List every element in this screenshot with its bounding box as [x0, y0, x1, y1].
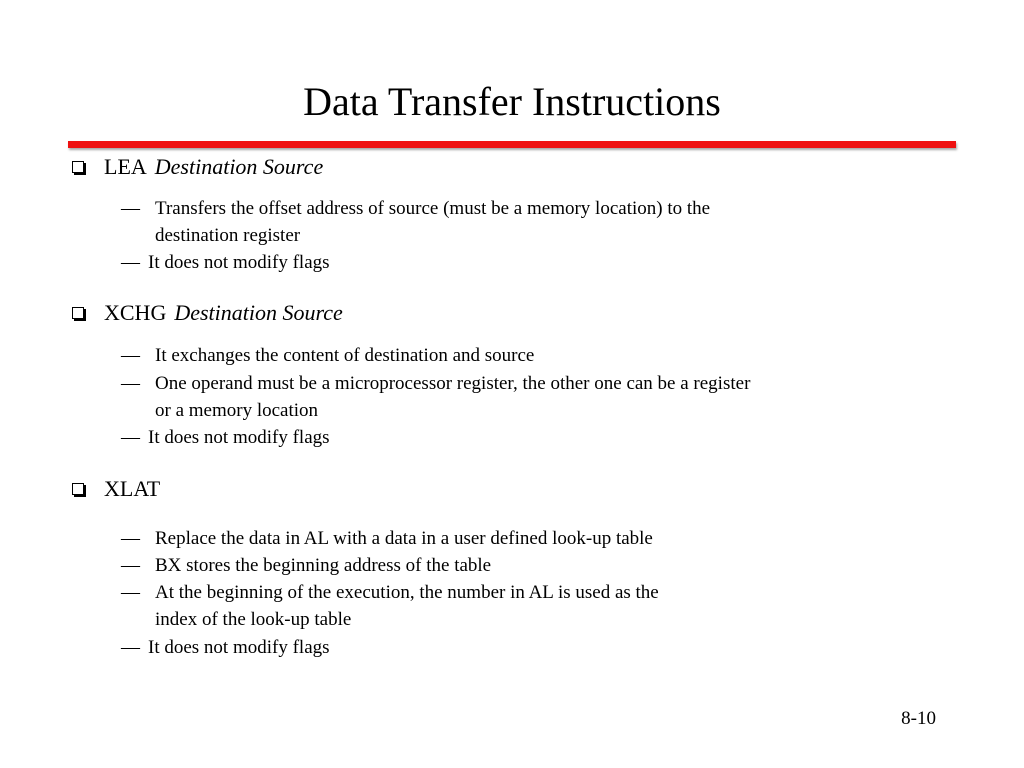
checkbox-bullet-icon [72, 307, 84, 319]
xchg-point-3: — It does not modify flags [121, 427, 330, 448]
xlat-point-3: — At the beginning of the execution, the number in AL is used as the [121, 582, 659, 603]
xlat-point-4: — It does not modify flags [121, 637, 330, 658]
xlat-point-3-cont: index of the look-up table [155, 609, 352, 630]
checkbox-bullet-icon [72, 483, 84, 495]
mnemonic-lea: LEA [104, 154, 147, 179]
xchg-point-2: — One operand must be a microprocessor register, the other one can be a register [121, 373, 751, 394]
xlat-point-1: — Replace the data in AL with a data in a user defined look-up table [121, 528, 653, 549]
operands-lea: Destination Source [154, 154, 324, 179]
lea-point-2: — It does not modify flags [121, 252, 330, 273]
section-lea [72, 153, 323, 181]
xchg-point-2-cont: or a memory location [155, 400, 319, 421]
title-rule [68, 141, 956, 148]
lea-point-1-cont: destination register [155, 225, 301, 246]
page-number: 8-10 [901, 708, 936, 729]
lea-point-1: — Transfers the offset address of source (must be a memory location) to the [121, 198, 711, 219]
checkbox-bullet-icon [72, 161, 84, 173]
xchg-point-1: — It exchanges the content of destination and source [121, 345, 535, 366]
mnemonic-xchg: XCHG [104, 300, 167, 325]
xlat-point-2: — BX stores the beginning address of the table [121, 555, 492, 576]
operands-xchg: Destination Source [174, 300, 343, 325]
section-xlat [72, 475, 168, 503]
mnemonic-xlat: XLAT [104, 476, 161, 501]
section-xchg [72, 299, 343, 327]
slide-title: Data Transfer Instructions [303, 79, 721, 124]
